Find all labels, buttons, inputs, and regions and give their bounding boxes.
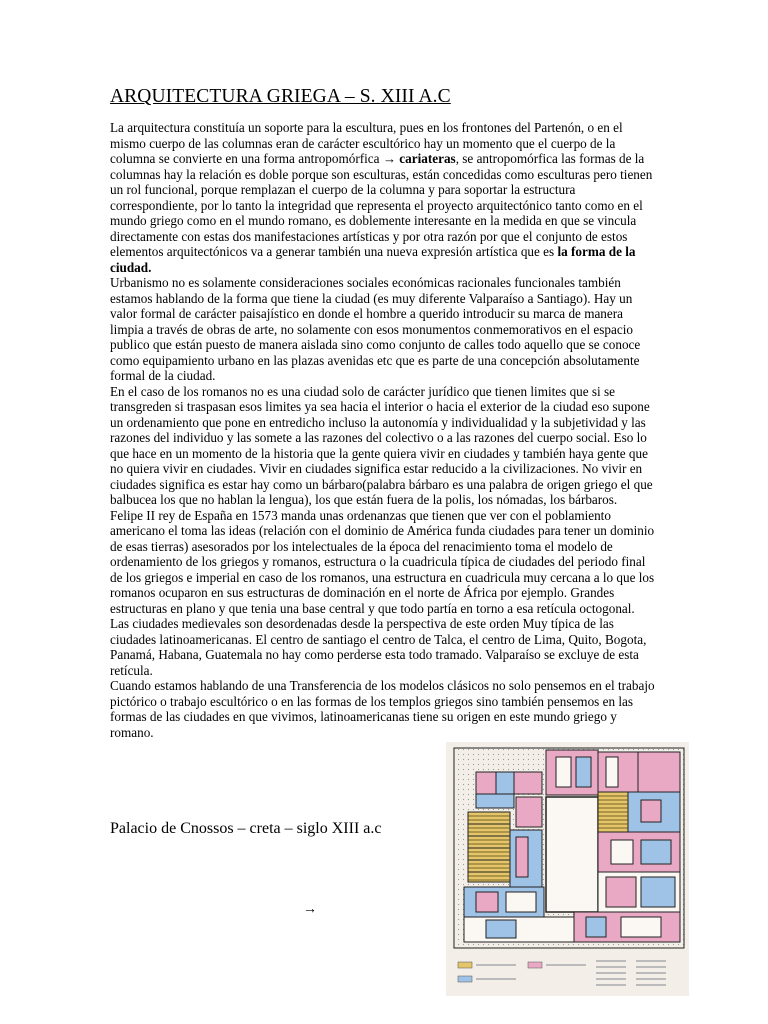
document-body: [110, 86, 655, 740]
paragraph-1: La arquitectura constituía un soporte para la escultura, pues en los frontones del Partenón, o en el mismo cuerpo de las columnas eran de carácter escultórico hay un momento que el cuerpo de la columna se convierte en una forma antropomórfica → cariateras, se antropomórfica las formas de la columnas hay la relación es doble porque son esculturas, están concedidas como esculturas pero tienen un rol funcional, porque remplazan el cuerpo de la columna y para soportar la estructura correspondiente, por lo tanto la integridad que representa el proyecto arquitectónico tanto como en el mundo griego como en el mundo romano, es doblemente interesante en la medida en que se vincula directamente con estas dos manifestaciones artísticas y por otra razón por que el conjunto de estos elementos arquitectónicos va a generar también una nueva expresión artística que es la forma de la ciudad.: [110, 120, 653, 275]
paragraph-2: Urbanismo no es solamente consideraciones sociales económicas racionales funcionales también estamos hablando de la forma que tiene la ciudad (es muy diferente Valparaíso a Santiago). Hay un valor formal de carácter paisajístico en donde el hombre a querido introducir su marca de manera limpia a través de obras de arte, no solamente con esos monumentos conmemorativos en el espacio publico que están puesto de manera aislada sino como conjunto de calles todo aquello que se conoce como equipamiento urbano en las plazas avenidas etc que es parte de una concepción absolutamente formal de la ciudad.: [110, 275, 641, 383]
arrow-icon: →: [382, 151, 396, 166]
paragraph-5: Cuando estamos hablando de una Transferencia de los modelos clásicos no solo pensemos en el trabajo pictórico o trabajo escultórico o en las formas de los templos griegos sino también pensemos en las formas de las ciudades en que vivimos, latinoamericanas tiene su origen en este mundo griego y romano.: [110, 678, 655, 740]
paragraph-3: En el caso de los romanos no es una ciudad solo de carácter jurídico que tienen limites que si se transgreden si traspasan esos limites ya sea hacia el interior o hacia el exterior de la ciudad eso supone un ordenamiento que pone en entredicho incluso la autonomía y individualidad y la subjetividad y las razones del individuo y las somete a las razones del colectivo o a las razones del cuerpo social. Eso lo que hace en un momento de la historia que la gente quiera vivir en ciudades y también haya gente que no quiera vivir en ciudades. Vivir en ciudades significa estar reducido a la civilizaciones. No vivir en ciudades significa es estar hay como un bárbaro(palabra bárbaro es una palabra de origen griego el que balbucea los que no hablan la lengua), los que están fuera de la polis, los nómadas, los bárbaros.: [110, 383, 653, 507]
knossos-palace-plan-image: [446, 742, 689, 996]
arrow-icon: →: [303, 902, 317, 917]
paragraph-4: Felipe II rey de España en 1573 manda unas ordenanzas que tienen que ver con el poblamiento americano el toma las ideas (relación con el dominio de América funda ciudades para tener un dominio de esas tierras) asesorados por los intelectuales de la época del renacimiento toma el modelo de ordenamiento de los griegos y romanos, estructura o la cuadricula típica de ciudades del periodo final de los griegos e imperial en caso de los romanos, una estructura en cuadricula muy cercana a lo que los romanos ocuparon en sus estructuras de dominación en el norte de África por ejemplo. Grandes estructuras en plano y que tenia una base central y que todo partía en torno a esa retícula octogonal. Las ciudades medievales son desordenadas desde la perspectiva de este orden Muy típica de las ciudades latinoamericanas. El centro de santiago el centro de Talca, el centro de Lima, Quito, Bogota, Panamá, Habana, Guatemala no hay como perderse esta todo tramado. Valparaíso se excluye de esta retícula.: [110, 507, 655, 678]
page-title: ARQUITECTURA GRIEGA – S. XIII A.C: [110, 86, 451, 107]
figure-caption: Palacio de Cnossos – creta – siglo XIII a.c: [110, 820, 382, 837]
